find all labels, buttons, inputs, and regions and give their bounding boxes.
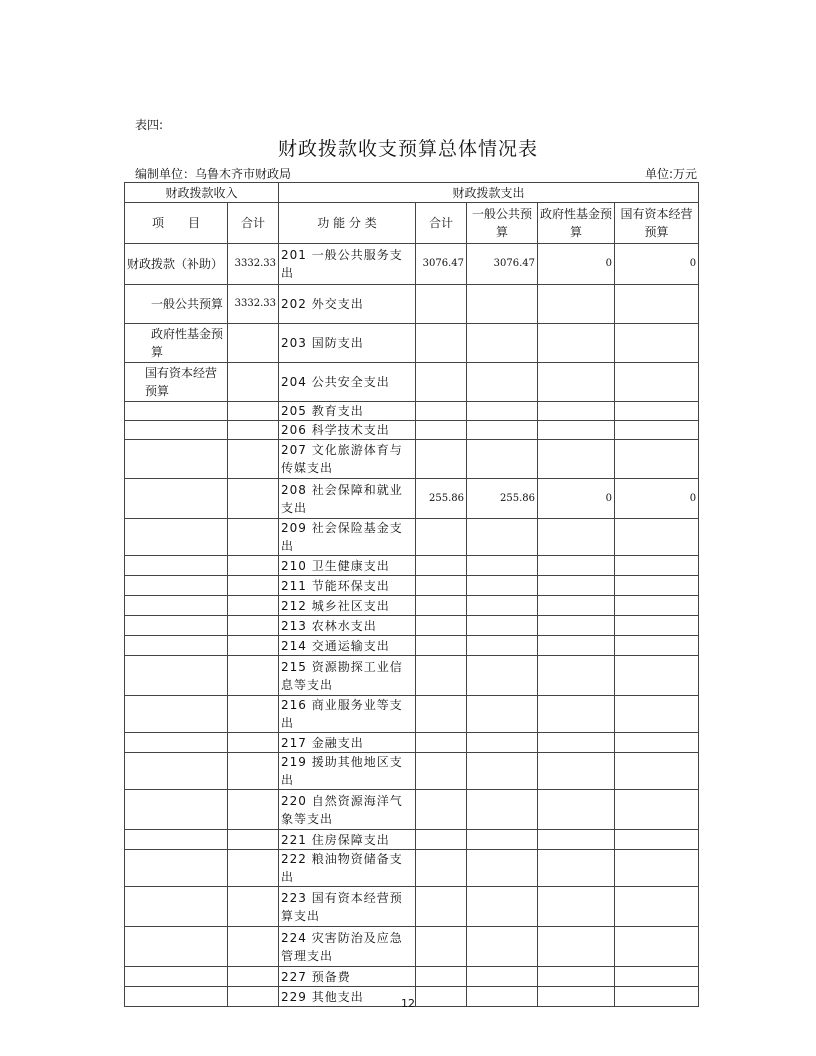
income-amount-cell [228,850,279,887]
income-group-header: 财政拨款收入 [125,183,279,203]
table-row [125,363,699,402]
function-category-cell [279,519,416,556]
general-budget-cell [467,753,538,790]
general-budget-cell [467,421,538,440]
function-category-cell [279,244,416,285]
function-category-cell [279,363,416,402]
state-capital-cell [615,576,699,596]
function-category-cell [279,421,416,440]
function-category-cell [279,636,416,656]
gov-fund-cell [538,753,615,790]
page-number: 12 [401,997,415,1010]
function-code: 224 [281,930,307,945]
income-amount-cell [228,519,279,556]
function-category-cell [279,596,416,616]
income-item-cell [125,596,228,616]
general-budget-cell [467,927,538,967]
income-item-cell [125,927,228,967]
income-amount-cell [228,696,279,733]
expense-total-cell [416,733,467,753]
gov-fund-cell: 0 [538,244,615,285]
state-capital-cell [615,421,699,440]
expense-total-cell [416,696,467,733]
income-item-cell [125,733,228,753]
function-name: 住房保障支出 [311,832,390,847]
function-category-cell [279,927,416,967]
table-row [125,790,699,830]
income-amount-cell [228,927,279,967]
state-capital-cell [615,790,699,830]
function-code: 205 [281,404,307,418]
income-amount-cell [228,402,279,421]
header-row-columns [125,203,699,244]
function-name: 灾害防治及应急管理支出 [281,930,403,963]
function-code: 206 [281,423,307,437]
gov-fund-cell [538,733,615,753]
state-capital-cell [615,850,699,887]
income-amount-cell: 3332.33 [228,285,279,324]
table-row [125,596,699,616]
gov-fund-cell [538,927,615,967]
table-row [125,656,699,696]
table-row [125,616,699,636]
general-budget-cell [467,596,538,616]
general-budget-cell [467,656,538,696]
income-item-cell: 一般公共预算 [125,285,228,324]
table-row [125,733,699,753]
state-capital-cell [615,596,699,616]
expense-total-cell [416,285,467,324]
income-item-cell [125,696,228,733]
income-item-cell: 财政拨款（补助） [125,244,228,285]
expense-total-cell [416,556,467,576]
state-capital-cell [615,519,699,556]
function-code: 201 [281,248,307,262]
function-name: 公共安全支出 [311,375,390,389]
expense-total-cell [416,656,467,696]
function-code: 211 [281,578,307,593]
income-item-cell [125,636,228,656]
gov-fund-cell [538,696,615,733]
general-budget-cell [467,576,538,596]
table-row [125,887,699,927]
general-budget-cell: 3076.47 [467,244,538,285]
expense-total-cell [416,402,467,421]
function-code: 214 [281,638,307,653]
function-name: 自然资源海洋气象等支出 [281,793,403,826]
gov-fund-cell [538,324,615,363]
income-amount-cell [228,753,279,790]
state-capital-cell [615,636,699,656]
function-name: 科学技术支出 [311,423,390,437]
state-capital-cell [615,830,699,850]
income-item-cell [125,576,228,596]
function-category-cell [279,324,416,363]
function-name: 教育支出 [311,404,364,418]
function-code: 207 [281,443,307,457]
table-row [125,636,699,656]
income-amount-cell [228,636,279,656]
income-item-cell [125,616,228,636]
function-code: 217 [281,735,307,750]
general-budget-cell [467,519,538,556]
table-row [125,421,699,440]
state-capital-cell [615,927,699,967]
income-amount-cell [228,556,279,576]
income-item-cell [125,519,228,556]
function-code: 209 [281,521,307,535]
general-budget-cell [467,285,538,324]
general-budget-cell [467,790,538,830]
state-capital-cell [615,616,699,636]
function-category-cell [279,402,416,421]
function-name: 节能环保支出 [311,578,390,593]
income-item-cell [125,656,228,696]
income-amount-cell [228,967,279,987]
function-code: 208 [281,482,307,497]
function-category-cell [279,850,416,887]
table-row [125,830,699,850]
income-total-header: 合计 [228,203,279,244]
compiling-unit: 编制单位：乌鲁木齐市财政局 [135,167,292,181]
gov-fund-header: 政府性基金预算 [538,203,615,244]
function-name: 商业服务业等支出 [281,698,403,730]
expense-total-cell [416,576,467,596]
gov-fund-cell [538,421,615,440]
state-capital-cell [615,285,699,324]
table-row [125,479,699,519]
income-item-cell [125,967,228,987]
state-capital-cell: 0 [615,244,699,285]
gov-fund-cell [538,556,615,576]
function-code: 210 [281,558,307,573]
expense-total-cell [416,616,467,636]
gov-fund-cell [538,519,615,556]
general-budget-cell [467,733,538,753]
expense-total-cell [416,967,467,987]
table-row [125,753,699,790]
table-row [125,324,699,363]
table-row [125,696,699,733]
function-name: 金融支出 [311,735,364,750]
income-item-cell [125,753,228,790]
function-category-cell [279,753,416,790]
income-amount-cell [228,596,279,616]
expense-total-cell [416,440,467,479]
function-code: 227 [281,969,307,984]
table-row [125,440,699,479]
general-budget-cell [467,696,538,733]
expense-total-cell [416,887,467,927]
state-capital-cell [615,324,699,363]
state-capital-cell [615,656,699,696]
gov-fund-cell [538,440,615,479]
income-item-cell [125,556,228,576]
function-category-cell [279,616,416,636]
income-amount-cell [228,790,279,830]
function-name: 其他支出 [311,989,364,1004]
function-name: 国防支出 [311,336,364,350]
general-budget-cell [467,324,538,363]
state-capital-cell [615,696,699,733]
gov-fund-cell [538,850,615,887]
state-capital-cell [615,440,699,479]
budget-table [124,182,699,1007]
expense-total-cell [416,519,467,556]
general-budget-cell [467,440,538,479]
function-category-cell [279,790,416,830]
gov-fund-cell [538,656,615,696]
function-name: 国有资本经营预算支出 [281,890,403,923]
table-row [125,927,699,967]
function-category-cell [279,479,416,519]
function-code: 212 [281,598,307,613]
income-item-cell: 国有资本经营预算 [125,363,228,402]
table-row [125,556,699,576]
state-capital-cell: 0 [615,479,699,519]
state-capital-cell [615,887,699,927]
income-item-cell [125,850,228,887]
function-category-cell [279,656,416,696]
function-name: 文化旅游体育与传媒支出 [281,443,403,475]
expense-total-cell [416,927,467,967]
state-capital-cell [615,363,699,402]
gov-fund-cell [538,596,615,616]
general-budget-cell [467,850,538,887]
currency-unit: 单位:万元 [644,167,697,181]
income-item-cell [125,479,228,519]
gov-fund-cell [538,790,615,830]
income-amount-cell: 3332.33 [228,244,279,285]
income-amount-cell [228,421,279,440]
income-amount-cell [228,830,279,850]
table-row [125,850,699,887]
income-amount-cell [228,887,279,927]
gov-fund-cell [538,285,615,324]
function-code: 220 [281,793,307,808]
income-amount-cell [228,324,279,363]
general-budget-cell [467,616,538,636]
function-name: 援助其他地区支出 [281,755,403,787]
function-category-header: 功 能 分 类 [279,203,416,244]
general-budget-cell [467,830,538,850]
function-code: 219 [281,755,307,769]
general-budget-cell [467,556,538,576]
expense-total-cell [416,636,467,656]
income-item-cell [125,830,228,850]
table-row [125,519,699,556]
expense-total-header: 合计 [416,203,467,244]
function-code: 216 [281,698,307,712]
function-category-cell [279,696,416,733]
income-amount-cell [228,363,279,402]
function-name: 卫生健康支出 [311,558,390,573]
income-amount-cell [228,733,279,753]
function-name: 社会保险基金支出 [281,521,403,553]
meta-row [135,165,697,182]
table-row [125,244,699,285]
expense-total-cell [416,830,467,850]
expense-total-cell [416,790,467,830]
income-item-cell [125,790,228,830]
gov-fund-cell [538,402,615,421]
function-category-cell [279,576,416,596]
state-capital-cell [615,967,699,987]
function-code: 222 [281,852,307,866]
function-category-cell [279,830,416,850]
function-code: 223 [281,890,307,905]
state-capital-cell [615,733,699,753]
income-item-cell [125,440,228,479]
income-item-cell: 政府性基金预算 [125,324,228,363]
gov-fund-cell: 0 [538,479,615,519]
function-name: 粮油物资储备支出 [281,852,403,884]
function-code: 202 [281,297,307,311]
income-amount-cell [228,656,279,696]
function-name: 城乡社区支出 [311,598,390,613]
state-capital-cell [615,753,699,790]
general-budget-header: 一般公共预算 [467,203,538,244]
function-category-cell [279,967,416,987]
general-budget-cell [467,636,538,656]
function-code: 213 [281,618,307,633]
page-title: 财政拨款收支预算总体情况表 [277,138,538,160]
function-name: 资源勘探工业信息等支出 [281,659,403,692]
state-capital-cell [615,402,699,421]
function-name: 农林水支出 [311,618,377,633]
general-budget-cell [467,402,538,421]
table-row [125,967,699,987]
expense-total-cell [416,850,467,887]
expense-total-cell [416,753,467,790]
function-name: 一般公共服务支出 [281,248,403,280]
gov-fund-cell [538,363,615,402]
income-amount-cell [228,479,279,519]
general-budget-cell [467,967,538,987]
gov-fund-cell [538,616,615,636]
income-amount-cell [228,616,279,636]
gov-fund-cell [538,830,615,850]
table-row [125,285,699,324]
function-code: 203 [281,336,307,350]
expense-total-cell [416,596,467,616]
gov-fund-cell [538,636,615,656]
gov-fund-cell [538,576,615,596]
income-amount-cell [228,576,279,596]
table-row [125,576,699,596]
function-code: 204 [281,375,307,389]
function-code: 215 [281,659,307,674]
income-item-cell [125,887,228,927]
expense-total-cell [416,363,467,402]
income-amount-cell [228,440,279,479]
function-category-cell [279,887,416,927]
expense-total-cell [416,324,467,363]
income-item-cell [125,421,228,440]
function-name: 外交支出 [311,297,364,311]
expense-group-header: 财政拨款支出 [279,183,699,203]
header-row-groups [125,183,699,203]
income-item-cell [125,402,228,421]
item-column-header: 项 目 [125,203,228,244]
expense-total-cell [416,421,467,440]
function-category-cell [279,440,416,479]
table-row [125,402,699,421]
state-capital-header: 国有资本经营预算 [615,203,699,244]
function-category-cell [279,733,416,753]
state-capital-cell [615,556,699,576]
function-category-cell [279,285,416,324]
general-budget-cell [467,363,538,402]
table-label: 表四: [135,118,164,132]
expense-total-cell: 255.86 [416,479,467,519]
function-name: 社会保障和就业支出 [281,482,403,515]
general-budget-cell [467,887,538,927]
general-budget-cell: 255.86 [467,479,538,519]
function-code: 229 [281,989,307,1004]
function-code: 221 [281,832,307,847]
function-name: 交通运输支出 [311,638,390,653]
function-name: 预备费 [311,969,351,984]
gov-fund-cell [538,887,615,927]
gov-fund-cell [538,967,615,987]
function-category-cell [279,556,416,576]
expense-total-cell: 3076.47 [416,244,467,285]
